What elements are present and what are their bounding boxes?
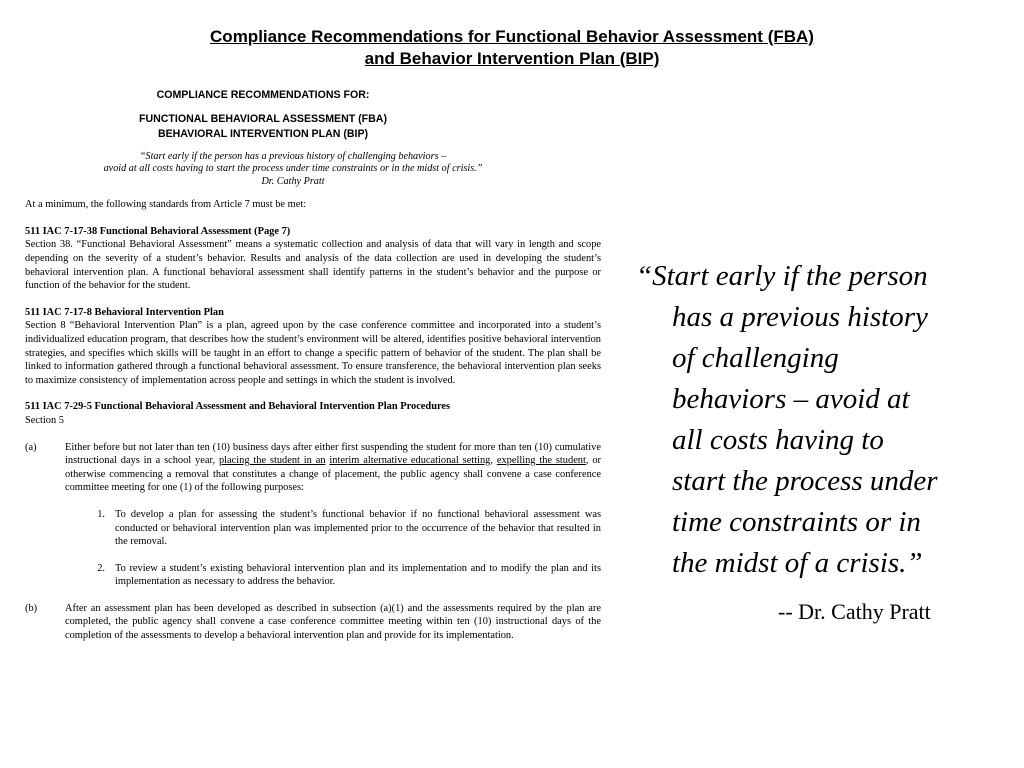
underlined-phrase: interim alternative educational setting	[329, 455, 491, 467]
list-item-b	[25, 602, 601, 643]
pull-quote-line: behaviors – avoid at	[672, 383, 910, 415]
section-fba-definition	[25, 225, 601, 293]
section-title: 511 IAC 7-17-8 Behavioral Intervention Plan	[25, 306, 224, 318]
pull-quote-line: start the process under	[672, 465, 938, 497]
text-span: ,	[490, 455, 497, 467]
list-marker: 2.	[97, 562, 105, 574]
text-span: , or otherwise commencing a removal that constitutes a change of placement, the public agency shall convene a case conference committee meeting for one (1) of the following purposes:	[65, 455, 602, 494]
doc-quote	[0, 151, 601, 188]
section-subtitle: Section 5	[25, 414, 64, 426]
list-marker: 1.	[97, 508, 105, 520]
pull-quote-line: time constraints or in	[672, 506, 921, 538]
list-marker: (b)	[25, 602, 38, 614]
slide-title-line-1: Compliance Recommendations for Functional Behavior Assessment (FBA)	[210, 27, 814, 46]
sub-list-item-1	[81, 508, 601, 549]
pull-quote-line: has a previous history	[672, 301, 928, 333]
doc-intro: At a minimum, the following standards from Article 7 must be met:	[25, 199, 307, 211]
pull-quote-line: the midst of a crisis.”	[672, 547, 923, 579]
section-title: 511 IAC 7-29-5 Functional Behavioral Assessment and Behavioral Intervention Plan Procedures	[25, 401, 451, 413]
pull-quote	[636, 256, 996, 584]
list-item-text: After an assessment plan has been developed as described in subsection (a)(1) and the assessments required by the plan are completed, the public agency shall convene a case conference committee meeting within ten (10) instructional days of the completion of the assessments to develop a behavioral intervention plan and provide for its implementation.	[65, 602, 601, 642]
list-marker: (a)	[25, 441, 37, 453]
slide-title-line-2: and Behavior Intervention Plan (BIP)	[364, 49, 660, 68]
pull-quote-attribution: -- Dr. Cathy Pratt	[778, 599, 931, 624]
list-item-a	[25, 441, 601, 495]
list-item-text: To develop a plan for assessing the student’s functional behavior if no functional behavioral assessment was conducted or behavioral intervention plan was implemented prior to the occurrence of the behavior that resulted in the removal.	[115, 508, 601, 548]
section-bip-definition	[25, 306, 601, 388]
section-body: Section 8 “Behavioral Intervention Plan” is a plan, agreed upon by the case conference committee and incorporated into a student’s individualized education program, that describes how the student’s environment will be altered, identifies positive behavioral intervention strategies, and specifies which skills will be taught in an effort to change a specific pattern of behavior of the student. The plan shall be linked to information gathered through a functional behavioral assessment. To ensure transference, the behavioral intervention plan seeks to maximize consistency of implementation across people and settings in which the student is involved.	[25, 320, 601, 386]
doc-quote-line-1: “Start early if the person has a previous history of challenging behaviors –	[139, 151, 447, 162]
slide-title	[0, 26, 1024, 70]
doc-heading-bip: BEHAVIORAL INTERVENTION PLAN (BIP)	[157, 128, 369, 140]
doc-quote-author: Dr. Cathy Pratt	[261, 175, 325, 187]
sub-list-item-2	[81, 562, 601, 589]
underlined-phrase: expelling the student	[496, 455, 586, 467]
section-procedures	[25, 400, 601, 427]
doc-quote-line-2: avoid at all costs having to start the process under time constraints or in the midst of crisis.”	[103, 163, 483, 175]
underlined-phrase: placing the student in an	[218, 455, 326, 467]
text-span: Either before but not later than ten (10) business days after either first suspending the student for more than ten (10) cumulative instructional days in a school year,	[65, 441, 601, 467]
list-item-text	[65, 441, 601, 495]
list-item-text: To review a student’s existing behavioral intervention plan and its implementation and to modify the plan and its implementation as necessary to address the behavior.	[115, 562, 601, 588]
doc-heading-fba: FUNCTIONAL BEHAVIORAL ASSESSMENT (FBA)	[139, 113, 387, 125]
pull-quote-line: all costs having to	[672, 424, 884, 456]
pull-quote-line: “Start early if the person	[636, 260, 928, 292]
pull-quote-line: of challenging	[672, 342, 839, 374]
document-panel	[25, 88, 601, 643]
section-title: 511 IAC 7-17-38 Functional Behavioral Assessment (Page 7)	[25, 225, 291, 237]
doc-heading-recommendations: COMPLIANCE RECOMMENDATIONS FOR:	[156, 89, 370, 101]
section-body: Section 38. “Functional Behavioral Assessment” means a systematic collection and analysis of data that will vary in length and scope depending on the severity of a student’s behavior. Results and analysis of the data collection are used in developing the student’s behavioral intervention plan. A functional behavioral assessment shall identify patterns in the student’s behavior and the purpose or function of the behavior for the student.	[25, 239, 601, 292]
